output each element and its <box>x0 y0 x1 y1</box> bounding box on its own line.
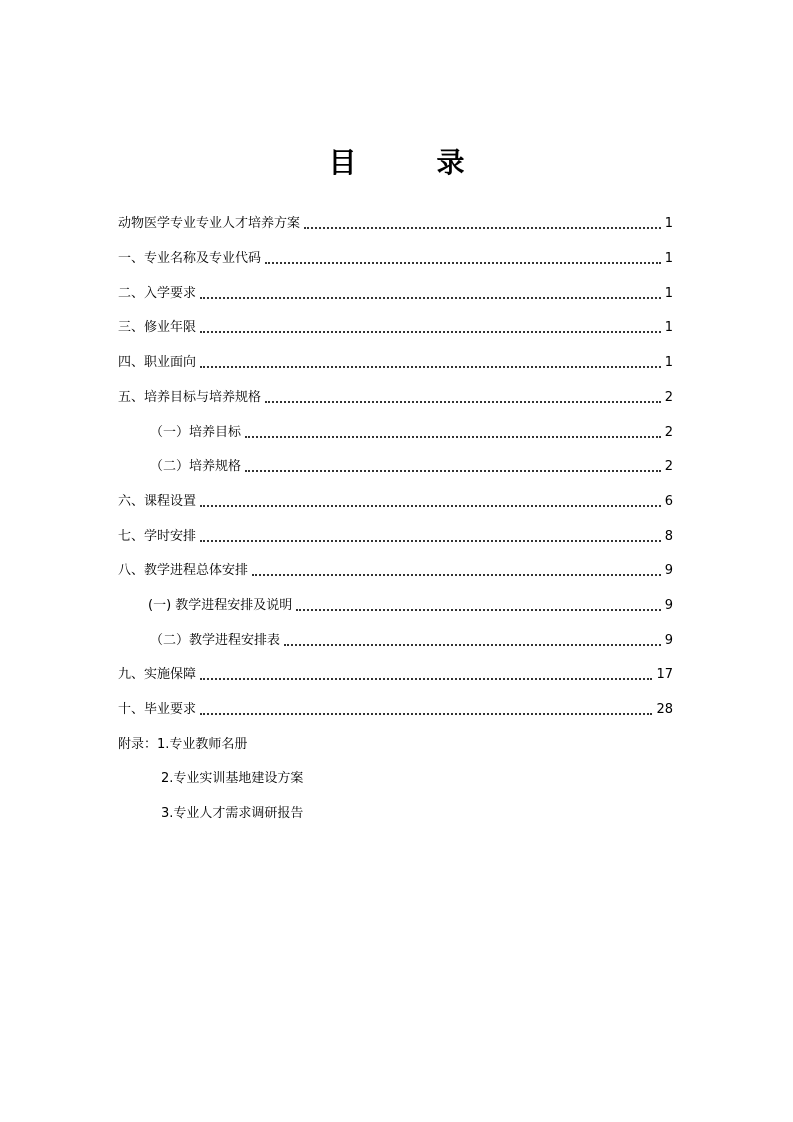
toc-entry-page: 9 <box>664 633 673 648</box>
dot-leader <box>296 609 660 611</box>
toc-entry[interactable] <box>118 284 673 304</box>
dot-leader <box>284 644 661 646</box>
toc-entry[interactable] <box>118 353 673 373</box>
toc-entry-title: 五、培养目标与培养规格 <box>118 390 262 405</box>
toc-entry[interactable] <box>118 214 673 234</box>
dot-leader <box>200 678 652 680</box>
dot-leader <box>265 401 661 403</box>
toc-entry-page: 1 <box>664 320 673 335</box>
toc-entry-title: 十、毕业要求 <box>118 702 197 717</box>
toc-entry-title: 七、学时安排 <box>118 529 197 544</box>
toc-entry[interactable] <box>118 527 673 547</box>
dot-leader <box>265 262 661 264</box>
toc-entry[interactable] <box>118 388 673 408</box>
toc-entry-title: 六、课程设置 <box>118 494 197 509</box>
toc-entry-page: 8 <box>664 529 673 544</box>
dot-leader <box>200 540 661 542</box>
toc-entry-page: 1 <box>664 286 673 301</box>
toc-entry[interactable] <box>118 492 673 512</box>
dot-leader <box>245 470 661 472</box>
dot-leader <box>200 505 661 507</box>
toc-entry[interactable] <box>150 631 673 651</box>
toc-entry-page: 2 <box>664 459 673 474</box>
toc-entry[interactable] <box>118 665 673 685</box>
toc-entry-page: 9 <box>664 598 673 613</box>
dot-leader <box>200 713 652 715</box>
toc-entry-title: 三、修业年限 <box>118 320 197 335</box>
toc-entry-page: 1 <box>664 251 673 266</box>
dot-leader <box>200 366 661 368</box>
toc-entry-title: （二）教学进程安排表 <box>150 633 281 648</box>
toc-entry-page: 6 <box>664 494 673 509</box>
toc-entry-page: 9 <box>664 563 673 578</box>
toc-entry[interactable] <box>118 561 673 581</box>
toc-entry[interactable] <box>118 318 673 338</box>
toc-entry-page: 2 <box>664 390 673 405</box>
toc-entry-title: 一、专业名称及专业代码 <box>118 251 262 266</box>
dot-leader <box>200 331 661 333</box>
page-title: 目 录 <box>328 146 491 179</box>
toc-entry-page: 1 <box>664 216 673 231</box>
toc-entry-title: 动物医学专业专业人才培养方案 <box>118 216 301 231</box>
toc-entry-title: （一）培养目标 <box>150 425 242 440</box>
toc-entry-page: 17 <box>656 667 673 682</box>
dot-leader <box>245 436 661 438</box>
toc-entry[interactable] <box>148 596 673 616</box>
toc-entry-title: 九、实施保障 <box>118 667 197 682</box>
dot-leader <box>200 297 661 299</box>
appendix-item: 附录：1.专业教师名册 <box>118 737 248 752</box>
toc-entry-page: 28 <box>656 702 673 717</box>
toc-entry-page: 1 <box>664 355 673 370</box>
toc-entry[interactable] <box>150 457 673 477</box>
toc-entry[interactable] <box>118 700 673 720</box>
toc-entry-title: （二）培养规格 <box>150 459 242 474</box>
dot-leader <box>252 574 661 576</box>
toc-entry-title: 四、职业面向 <box>118 355 197 370</box>
appendix-item: 3.专业人才需求调研报告 <box>161 806 304 821</box>
dot-leader <box>304 227 661 229</box>
toc-entry-title: 二、入学要求 <box>118 286 197 301</box>
toc-entry[interactable] <box>118 249 673 269</box>
toc-entry[interactable] <box>150 423 673 443</box>
toc-entry-title: 八、教学进程总体安排 <box>118 563 249 578</box>
toc-entry-page: 2 <box>664 425 673 440</box>
appendix-item: 2.专业实训基地建设方案 <box>161 771 304 786</box>
toc-entry-title: (一) 教学进程安排及说明 <box>148 598 293 613</box>
